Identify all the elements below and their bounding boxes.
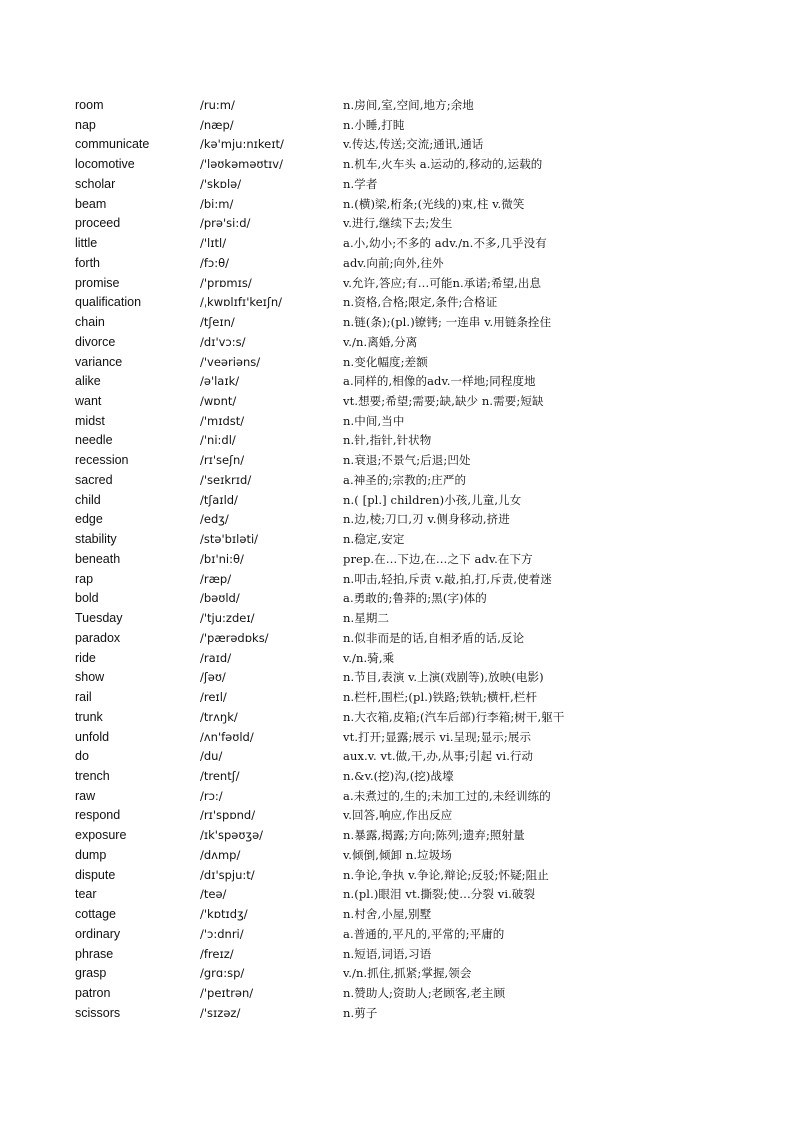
vocab-row (75, 1004, 775, 1024)
vocab-definition: v.进行,继续下去;发生 (343, 216, 453, 231)
vocab-definition: a.普通的,平凡的,平常的;平庸的 (343, 926, 505, 941)
vocab-definition: adv.向前;向外,往外 (343, 255, 444, 270)
vocab-definition: n.机车,火车头 a.运动的,移动的,运载的 (343, 157, 543, 172)
vocab-phonetic: /grɑ:sp/ (200, 966, 245, 981)
vocab-phonetic: /bəʊld/ (200, 591, 240, 606)
vocab-word: rap (75, 571, 94, 586)
vocab-definition: n.链(条);(pl.)镣铐; 一连串 v.用链条拴住 (343, 315, 552, 330)
vocab-definition: n.&v.(挖)沟,(挖)战壕 (343, 768, 454, 783)
vocab-phonetic: /'seɪkrɪd/ (200, 472, 252, 487)
vocab-definition: n.(pl.)眼泪 vt.撕裂;使…分裂 vi.破裂 (343, 887, 536, 902)
vocab-phonetic: /raɪd/ (200, 650, 232, 665)
vocab-row (75, 747, 775, 767)
vocab-row (75, 550, 775, 570)
vocab-definition: v.回答,响应,作出反应 (343, 808, 453, 823)
vocab-phonetic: /kə'mju:nɪkeɪt/ (200, 137, 284, 152)
vocab-word: do (75, 749, 89, 764)
vocab-phonetic: /tʃeɪn/ (200, 315, 235, 330)
vocab-definition: n.资格,合格;限定,条件;合格证 (343, 295, 498, 310)
vocab-word: trunk (75, 709, 103, 724)
vocabulary-list (75, 96, 775, 1024)
vocab-row (75, 333, 775, 353)
vocab-phonetic: /bɪ'ni:θ/ (200, 551, 244, 566)
vocab-definition: n.稳定,安定 (343, 532, 405, 547)
vocab-phonetic: /fɔ:θ/ (200, 255, 230, 270)
vocab-phonetic: /dɪ'spju:t/ (200, 867, 255, 882)
vocab-definition: a.神圣的;宗教的;庄严的 (343, 472, 467, 487)
vocab-word: paradox (75, 630, 121, 645)
vocab-row (75, 964, 775, 984)
vocab-phonetic: /'peɪtrən/ (200, 986, 254, 1001)
vocab-definition: n.小睡,打盹 (343, 117, 405, 132)
vocab-row (75, 254, 775, 274)
vocab-row (75, 353, 775, 373)
vocab-definition: n.叩击,轻拍,斥责 v.敲,拍,打,斥责,使着迷 (343, 571, 552, 586)
vocab-word: alike (75, 374, 101, 389)
vocab-definition: n.似非而是的话,自相矛盾的话,反论 (343, 630, 525, 645)
vocab-phonetic: /edʒ/ (200, 512, 229, 527)
vocab-phonetic: /'lɪtl/ (200, 236, 227, 251)
vocab-word: dump (75, 847, 107, 862)
vocab-definition: v./n.离婚,分离 (343, 334, 418, 349)
vocab-word: forth (75, 255, 101, 270)
vocab-row (75, 728, 775, 748)
vocab-word: divorce (75, 334, 116, 349)
vocab-definition: n.(横)梁,桁条;(光线的)束,柱 v.微笑 (343, 196, 525, 211)
vocab-phonetic: /'veəriəns/ (200, 354, 261, 369)
vocab-phonetic: /'pærədɒks/ (200, 630, 269, 645)
vocab-definition: n.争论,争执 v.争论,辩论;反驳;怀疑;阻止 (343, 867, 549, 882)
vocab-word: variance (75, 354, 123, 369)
vocab-word: scissors (75, 1005, 121, 1020)
vocab-word: scholar (75, 176, 116, 191)
vocab-phonetic: /'ɔ:dnri/ (200, 926, 244, 941)
vocab-word: sacred (75, 472, 113, 487)
vocab-word: recession (75, 453, 129, 468)
vocab-word: nap (75, 117, 96, 132)
vocab-word: phrase (75, 946, 114, 961)
vocab-definition: v.传达,传送;交流;通讯,通话 (343, 137, 484, 152)
vocab-phonetic: /'kɒtɪdʒ/ (200, 907, 248, 922)
vocab-phonetic: /'ləʊkəməʊtɪv/ (200, 157, 283, 172)
vocab-definition: n.( [pl.] children)小孩,儿童,儿女 (343, 492, 522, 507)
vocab-definition: n.衰退;不景气;后退;凹处 (343, 453, 471, 468)
vocab-word: exposure (75, 828, 127, 843)
vocab-row (75, 767, 775, 787)
vocab-word: patron (75, 986, 111, 1001)
vocab-phonetic: /dʌmp/ (200, 847, 241, 862)
vocab-phonetic: /'ni:dl/ (200, 433, 236, 448)
vocab-word: beam (75, 196, 107, 211)
vocab-row (75, 826, 775, 846)
vocab-word: raw (75, 788, 96, 803)
vocab-phonetic: /rɪ'seʃn/ (200, 453, 245, 468)
vocab-definition: v./n.骑,乘 (343, 650, 395, 665)
vocab-word: stability (75, 532, 117, 547)
vocab-row (75, 96, 775, 116)
vocab-phonetic: /teə/ (200, 887, 227, 902)
vocab-definition: n.村舍,小屋,别墅 (343, 907, 432, 922)
vocab-row (75, 392, 775, 412)
vocab-word: communicate (75, 137, 150, 152)
vocab-phonetic: /ˌkwɒlɪfɪ'keɪʃn/ (200, 295, 282, 310)
vocab-definition: n.边,棱;刀口,刃 v.侧身移动,挤进 (343, 512, 510, 527)
vocab-word: tear (75, 887, 97, 902)
vocab-row (75, 274, 775, 294)
vocab-word: bold (75, 591, 99, 606)
vocab-row (75, 116, 775, 136)
vocab-word: midst (75, 413, 105, 428)
vocab-definition: v.倾倒,倾卸 n.垃圾场 (343, 847, 452, 862)
vocab-definition: a.小,幼小;不多的 adv./n.不多,几乎没有 (343, 236, 547, 251)
vocab-word: child (75, 492, 101, 507)
vocab-definition: a.同样的,相像的adv.一样地;同程度地 (343, 374, 536, 389)
vocab-word: qualification (75, 295, 142, 310)
vocab-definition: vt.打开;显露;展示 vi.呈现;显示;展示 (343, 729, 532, 744)
vocab-phonetic: /rɔ:/ (200, 788, 223, 803)
vocab-row (75, 530, 775, 550)
vocab-phonetic: /ʌn'fəʊld/ (200, 729, 254, 744)
vocab-phonetic: /prə'si:d/ (200, 216, 251, 231)
vocab-phonetic: /trentʃ/ (200, 768, 240, 783)
vocab-word: chain (75, 315, 105, 330)
vocab-word: grasp (75, 966, 107, 981)
vocab-phonetic: /ɪk'spəʊʒə/ (200, 828, 264, 843)
vocab-row (75, 905, 775, 925)
vocab-word: little (75, 236, 98, 251)
vocab-row (75, 570, 775, 590)
vocab-row (75, 372, 775, 392)
vocab-definition: n.针,指针,针状物 (343, 433, 432, 448)
vocab-row (75, 649, 775, 669)
vocab-definition: v.允许,答应;有…可能n.承诺;希望,出息 (343, 275, 542, 290)
vocab-row (75, 471, 775, 491)
vocab-definition: a.勇敢的;鲁莽的;黑(字)体的 (343, 591, 487, 606)
vocab-phonetic: /ræp/ (200, 571, 232, 586)
vocab-row (75, 708, 775, 728)
vocab-row (75, 412, 775, 432)
vocab-word: cottage (75, 907, 117, 922)
vocab-row (75, 609, 775, 629)
vocab-row (75, 589, 775, 609)
vocab-word: ordinary (75, 926, 121, 941)
vocab-word: needle (75, 433, 113, 448)
vocab-row (75, 491, 775, 511)
vocab-word: promise (75, 275, 120, 290)
vocab-row (75, 668, 775, 688)
vocab-row (75, 806, 775, 826)
vocab-row (75, 629, 775, 649)
vocab-phonetic: /'prɒmɪs/ (200, 275, 252, 290)
vocab-row (75, 195, 775, 215)
vocab-word: rail (75, 690, 92, 705)
vocab-word: Tuesday (75, 611, 123, 626)
vocab-word: trench (75, 768, 110, 783)
vocab-phonetic: /næp/ (200, 117, 234, 132)
vocab-phonetic: /tʃaɪld/ (200, 492, 238, 507)
vocab-row (75, 214, 775, 234)
vocab-word: locomotive (75, 157, 135, 172)
vocab-row (75, 135, 775, 155)
vocab-word: unfold (75, 729, 110, 744)
vocab-word: ride (75, 650, 96, 665)
vocab-phonetic: /ru:m/ (200, 98, 235, 112)
vocab-row (75, 313, 775, 333)
vocab-row (75, 293, 775, 313)
vocab-phonetic: /freɪz/ (200, 946, 234, 961)
vocab-definition: n.星期二 (343, 611, 390, 626)
vocab-phonetic: /ə'laɪk/ (200, 374, 240, 389)
vocab-definition: n.剪子 (343, 1005, 378, 1020)
vocab-definition: aux.v. vt.做,干,办,从事;引起 vi.行动 (343, 749, 534, 764)
vocab-definition: n.节目,表演 v.上演(戏剧等),放映(电影) (343, 670, 544, 685)
vocab-row (75, 945, 775, 965)
vocab-phonetic: /'skɒlə/ (200, 176, 242, 191)
vocab-word: dispute (75, 867, 116, 882)
vocab-row (75, 925, 775, 945)
vocab-definition: n.变化幅度;差额 (343, 354, 428, 369)
vocab-word: beneath (75, 551, 121, 566)
vocab-row (75, 451, 775, 471)
vocab-phonetic: /ʃəʊ/ (200, 670, 226, 685)
vocab-phonetic: /du/ (200, 749, 223, 764)
vocab-row (75, 234, 775, 254)
vocab-phonetic: /'sɪzəz/ (200, 1005, 241, 1020)
vocab-phonetic: /'mɪdst/ (200, 413, 245, 428)
vocab-row (75, 510, 775, 530)
vocab-definition: n.大衣箱,皮箱;(汽车后部)行李箱;树干,躯干 (343, 709, 565, 724)
vocab-word: proceed (75, 216, 121, 231)
vocab-row (75, 846, 775, 866)
vocab-phonetic: /reɪl/ (200, 690, 227, 705)
vocab-definition: n.中间,当中 (343, 413, 405, 428)
vocab-definition: n.学者 (343, 176, 378, 191)
vocab-row (75, 866, 775, 886)
vocab-phonetic: /rɪ'spɒnd/ (200, 808, 256, 823)
vocab-word: want (75, 394, 102, 409)
vocab-phonetic: /stə'bɪləti/ (200, 532, 259, 547)
vocab-row (75, 787, 775, 807)
vocab-phonetic: /'tju:zdeɪ/ (200, 611, 255, 626)
vocab-row (75, 688, 775, 708)
vocab-word: edge (75, 512, 103, 527)
vocab-definition: n.栏杆,围栏;(pl.)铁路;铁轨;横杆,栏杆 (343, 690, 538, 705)
vocab-row (75, 155, 775, 175)
vocab-word: respond (75, 808, 121, 823)
vocab-definition: v./n.抓住,抓紧;掌握,领会 (343, 966, 472, 981)
vocab-definition: vt.想要;希望;需要;缺,缺少 n.需要;短缺 (343, 394, 544, 409)
vocab-definition: n.暴露,揭露;方向;陈列;遗弃;照射量 (343, 828, 525, 843)
vocab-definition: n.短语,词语,习语 (343, 946, 432, 961)
vocab-definition: prep.在…下边,在…之下 adv.在下方 (343, 551, 533, 566)
vocab-definition: a.未煮过的,生的;未加工过的,未经训练的 (343, 788, 551, 803)
vocab-row (75, 431, 775, 451)
vocab-row (75, 175, 775, 195)
vocab-phonetic: /trʌŋk/ (200, 709, 238, 724)
vocab-definition: n.赞助人;资助人;老顾客,老主顾 (343, 986, 506, 1001)
vocab-phonetic: /wɒnt/ (200, 394, 237, 409)
vocab-word: show (75, 670, 105, 685)
vocab-row (75, 885, 775, 905)
vocab-phonetic: /dɪ'vɔ:s/ (200, 334, 246, 349)
vocab-row (75, 984, 775, 1004)
vocab-word: room (75, 98, 104, 112)
vocab-phonetic: /bi:m/ (200, 196, 234, 211)
vocab-definition: n.房间,室,空间,地方;余地 (343, 98, 474, 112)
